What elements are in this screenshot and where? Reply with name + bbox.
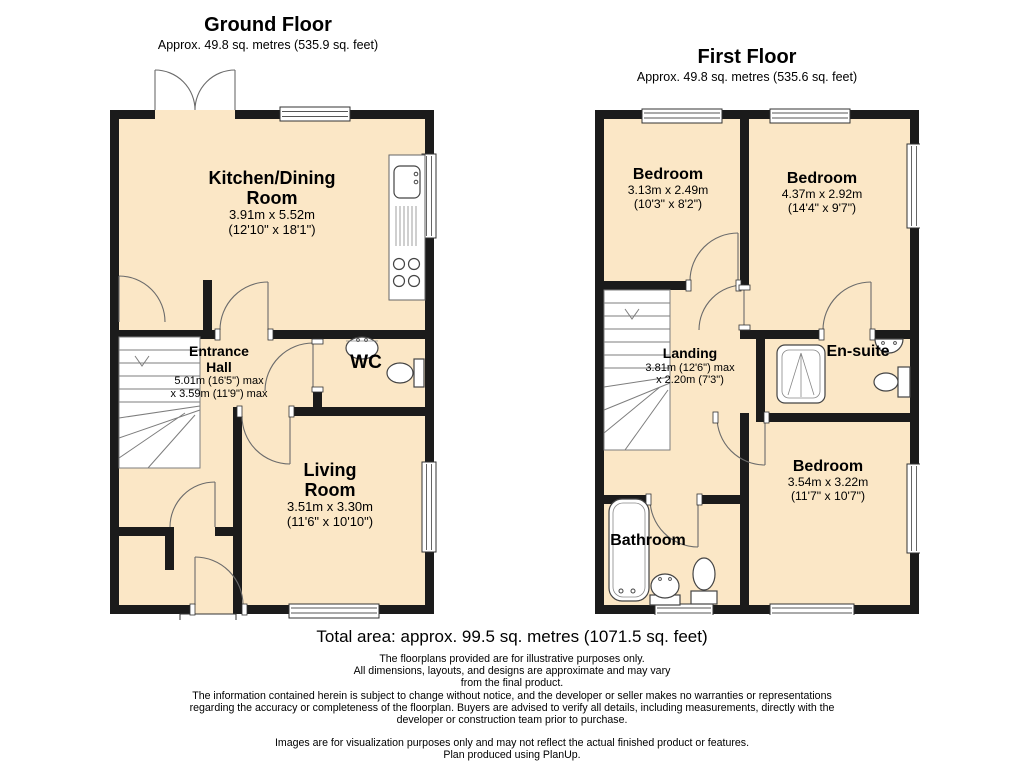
front-door-step bbox=[180, 614, 236, 620]
room-label-living-room: Living Room 3.51m x 3.30m (11'6" x 10'10") bbox=[286, 460, 374, 529]
ground-floor-plan bbox=[100, 60, 445, 620]
room-label-bedroom-1: Bedroom 3.13m x 2.49m (10'3" x 8'2") bbox=[627, 166, 709, 211]
room-label-landing: Landing 3.81m (12'6") max x 2.20m (7'3") bbox=[645, 345, 735, 386]
ground-floor-title: Ground Floor bbox=[204, 14, 332, 36]
disclaimer-text: The floorplans provided are for illustrative purposes only. All dimensions, layouts, and designs are approximate and may vary from the final product. The information contained herein is subject to change without notice, and the developer or seller makes no warranties or representations regarding the accuracy or completeness of the floorplan. Buyers are advised to verify all details, including measurements, directly with the developer or construction team prior to purchase. bbox=[189, 653, 835, 727]
ground-floor-subtitle: Approx. 49.8 sq. metres (535.9 sq. feet) bbox=[157, 38, 379, 52]
plan-credit: Plan produced using PlanUp. bbox=[443, 749, 581, 761]
kitchen-sink-icon bbox=[394, 166, 420, 198]
room-label-kitchen: Kitchen/Dining Room 3.91m x 5.52m (12'10" x 18'1") bbox=[208, 168, 336, 237]
bathtub-icon bbox=[609, 499, 649, 601]
kitchen-counter-icon bbox=[389, 155, 425, 300]
ensuite-toilet-icon bbox=[898, 367, 910, 397]
room-label-bathroom: Bathroom bbox=[610, 532, 686, 549]
room-label-bedroom-3: Bedroom 3.54m x 3.22m (11'7" x 10'7") bbox=[787, 458, 869, 503]
first-floor-title: First Floor bbox=[697, 46, 797, 68]
images-note: Images are for visualization purposes only and may not reflect the actual finished product or features. bbox=[274, 737, 750, 749]
bathroom-toilet-icon bbox=[691, 591, 717, 604]
room-label-wc: WC bbox=[350, 352, 382, 373]
wc-toilet-icon bbox=[414, 359, 424, 387]
first-floor-subtitle: Approx. 49.8 sq. metres (535.6 sq. feet) bbox=[636, 70, 858, 84]
room-label-bedroom-2: Bedroom 4.37m x 2.92m (14'4" x 9'7") bbox=[781, 170, 863, 215]
total-area-text: Total area: approx. 99.5 sq. metres (1071.5 sq. feet) bbox=[316, 627, 708, 646]
shower-icon bbox=[777, 345, 825, 403]
room-label-entrance-hall: Entrance Hall 5.01m (16'5") max x 3.59m (11'9") max bbox=[170, 343, 268, 400]
room-label-ensuite: En-suite bbox=[826, 343, 890, 360]
